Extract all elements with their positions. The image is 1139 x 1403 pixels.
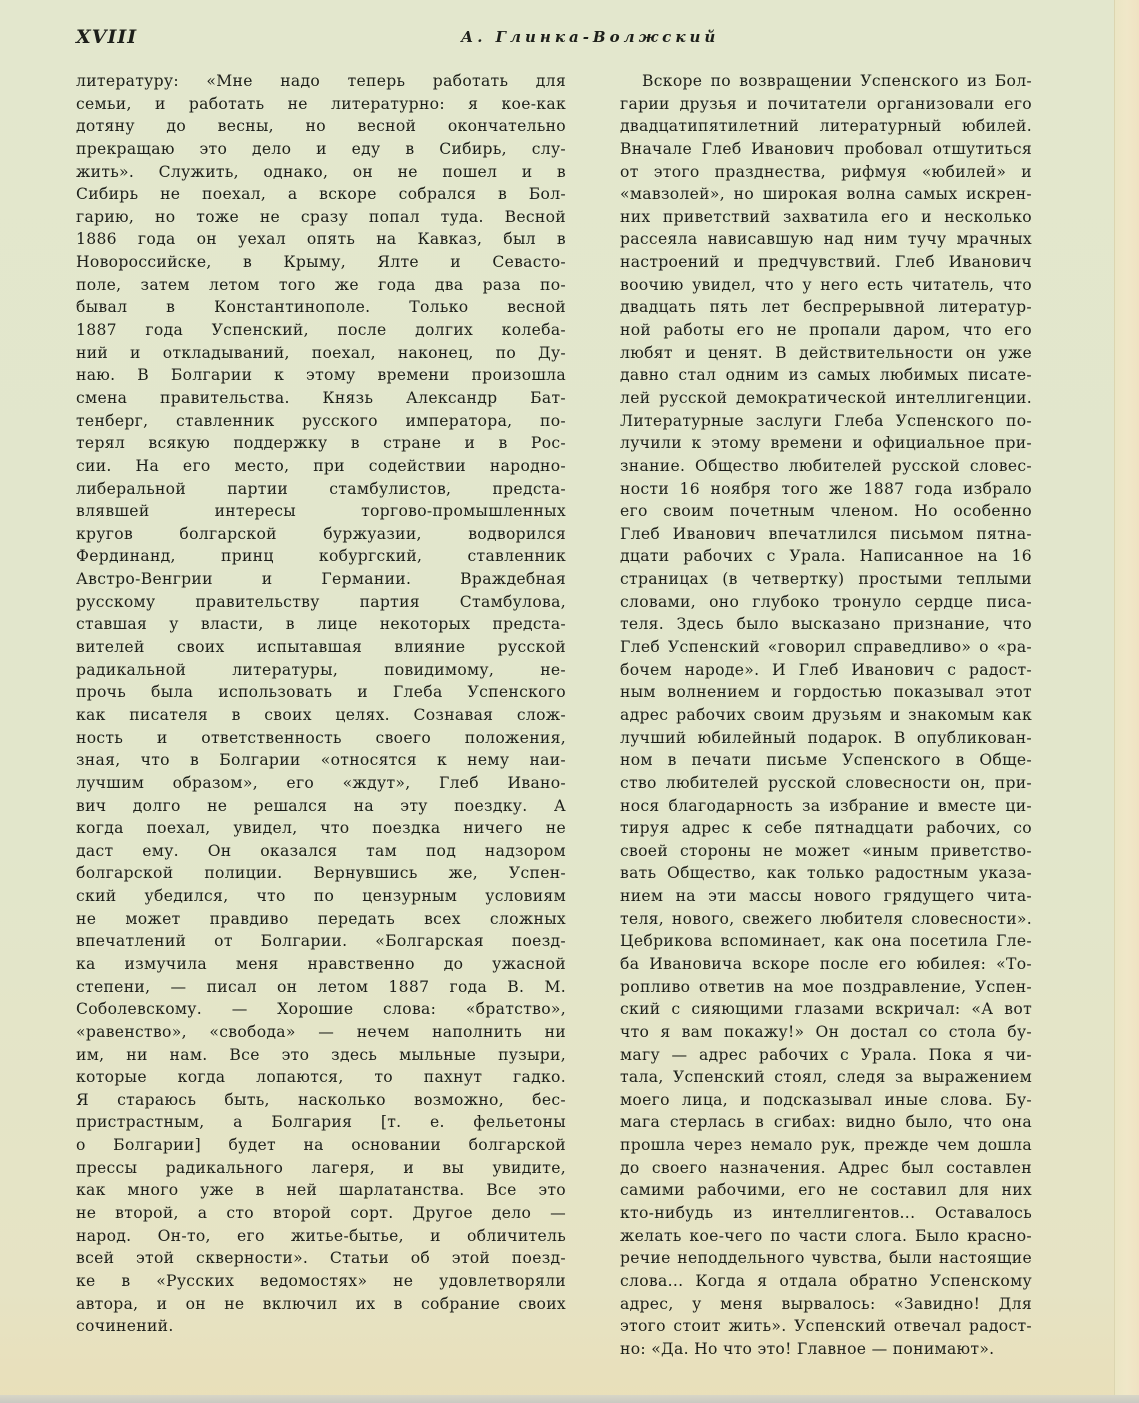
text-line: которые когда лопаются, то пахнут гадко. [76,1068,566,1087]
text-line: теля. Здесь было высказано признание, что [620,615,1032,634]
text-line: кругов болгарской буржуазии, водворился [76,524,566,543]
text-line: ский с сияющими глазами вскричал: «А вот [620,1000,1032,1019]
text-line: бывал в Константинополе. Только весной [76,298,566,317]
left-text-column [76,70,566,1338]
text-line: влявшей интересы торгово-промышленных [76,502,566,521]
text-line: вителей своих испытавшая влияние русской [76,638,566,657]
text-line: тируя адрес к себе пятнадцати рабочих, со [620,819,1032,838]
text-line: адрес, у меня вырвалось: «Завидно! Для [620,1294,1032,1313]
text-line: ном в печати письме Успенского в Обще- [620,751,1032,770]
text-line: слова... Когда я отдала обратно Успенскому [620,1271,1032,1290]
text-line: не может правдиво передать всех сложных [76,909,566,928]
text-line: Глеб Успенский «говорил справедливо» о «ра- [620,638,1032,657]
text-line: его своим почетным членом. Но особенно [620,502,1032,521]
text-line: впечатлений от Болгарии. «Болгарская поезд- [76,932,566,951]
text-line: всей этой скверности». Статьи об этой поезд- [76,1249,566,1268]
text-line: знание. Общество любителей русской словес- [620,456,1032,475]
text-line: давно стал одним из самых любимых писате- [620,366,1032,385]
text-line: настроений и предчувствий. Глеб Иванович [620,253,1032,272]
page-bottom-shadow [0,1395,1139,1403]
text-line: от этого празднества, рифмуя «юбилей» и [620,162,1032,181]
page-edge [1114,0,1139,1403]
page-header [76,26,1096,52]
text-line: Я стараюсь быть, насколько возможно, бес- [76,1090,566,1109]
text-line: наю. В Болгарии к этому времени произошла [76,366,566,385]
text-line: любят и ценят. В действительности он уже [620,343,1032,362]
text-line: литературу: «Мне надо теперь работать для [76,72,566,90]
text-line: бочем народе». И Глеб Иванович с радост- [620,660,1032,679]
text-line: сочинений. [76,1317,174,1336]
text-line: ным волнением и гордостью показывал этот [620,683,1032,702]
text-line: желать кое-чего по части слога. Было красно- [620,1226,1032,1245]
text-line: русскому правительству партия Стамбулова, [76,592,566,611]
text-line: Новороссийске, в Крыму, Ялте и Севасто- [76,253,566,272]
text-line: теля, нового, свежего любителя словесности». [620,909,1032,928]
text-line: радикальной литературы, повидимому, не- [76,660,566,679]
text-line: словами, оно глубоко тронуло сердце писа- [620,592,1032,611]
text-line: ности 16 ноября того же 1887 года избрало [620,479,1032,498]
text-line: степени, — писал он летом 1887 года В. М. [76,977,566,996]
text-line: болгарской полиции. Вернувшись же, Успен- [76,864,566,883]
text-line: прочь была использовать и Глеба Успенского [76,683,566,702]
text-line: тала, Успенский стоял, следя за выражением [620,1068,1032,1087]
text-line: до своего назначения. Адрес был составлен [620,1158,1032,1177]
text-line: Австро-Венгрии и Германии. Враждебная [76,570,566,589]
text-line: них приветствий захватила его и несколько [620,207,1032,226]
text-line: зная, что в Болгарии «относятся к нему наи- [76,751,566,770]
page-number: XVIII [76,26,138,48]
text-line: лучили к этому времени и официальное при- [620,434,1032,453]
text-line: Вначале Глеб Иванович пробовал отшутиться [620,139,1032,158]
text-line: поле, затем летом того же года два раза по- [76,275,566,294]
text-line: лей русской демократической интеллигенции. [620,388,1032,407]
text-line: но: «Да. Но что это! Главное — понимают». [620,1339,995,1358]
text-line: самими рабочими, его не составил для них [620,1181,1032,1200]
text-line: тенберг, ставленник русского императора, по- [76,411,566,430]
text-line: даст ему. Он оказался там под надзором [76,841,566,860]
text-line: речие неподдельного чувства, были настоящие [620,1249,1032,1268]
running-head: А. Глинка-Волжский [461,28,720,46]
text-line: прошла через немало рук, прежде чем дошла [620,1136,1032,1155]
text-line: семьи, и работать не литературно: я кое-как [76,94,566,113]
text-line: как писателя в своих целях. Сознавая слож- [76,705,566,724]
text-line: когда поехал, увидел, что поездка ничего не [76,819,566,838]
text-line: Соболевскому. — Хорошие слова: «братство», [76,1000,566,1019]
text-line: ропливо ответив на мое поздравление, Успен- [620,977,1032,996]
text-line: нося благодарность за избрание и вместе ци- [620,796,1032,815]
text-line: гарии друзья и почитатели организовали его [620,94,1032,113]
text-line: ний и откладываний, поехал, наконец, по Ду- [76,343,566,362]
text-line: ной работы его не пропали даром, что его [620,321,1032,340]
text-line: воочию увидел, что у него есть читатель, что [620,275,1032,294]
text-line: магу — адрес рабочих с Урала. Пока я чи- [620,1045,1032,1064]
text-line: прекращаю это дело и еду в Сибирь, слу- [76,139,566,158]
text-line: ке в «Русских ведомостях» не удовлетворяли [76,1271,566,1290]
text-line: ставшая у власти, в лице некоторых предста- [76,615,566,634]
text-line: 1887 года Успенский, после долгих колеба- [76,321,566,340]
text-line: «мавзолей», но широкая волна самых искрен- [620,185,1032,204]
text-line: Литературные заслуги Глеба Успенского по- [620,411,1032,430]
text-line: Вскоре по возвращении Успенского из Бол- [642,72,1032,90]
text-line: вать Общество, как только радостным указа- [620,864,1032,883]
text-line: рассеяла нависавшую над ним тучу мрачных [620,230,1032,249]
text-line: ность и ответственность своего положения, [76,728,566,747]
text-line: своей стороны не может «иным приветство- [620,841,1032,860]
right-text-column [620,70,1032,1361]
text-line: вич долго не решался на эту поездку. А [76,796,566,815]
text-line: народ. Он-то, его житье-бытье, и обличитель [76,1226,566,1245]
text-line: либеральной партии стамбулистов, предста- [76,479,566,498]
text-line: Сибирь не поехал, а вскоре собрался в Бол- [76,185,566,204]
text-line: Глеб Иванович впечатлился письмом пятна- [620,524,1032,543]
text-line: ский убедился, что по цензурным условиям [76,887,566,906]
text-line: моего лица, и подсказывал иные слова. Бу- [620,1090,1032,1109]
text-line: Цебрикова вспоминает, как она посетила Гле- [620,932,1032,951]
text-line: Фердинанд, принц кобургский, ставленник [76,547,566,566]
text-line: лучший юбилейный подарок. В опубликован- [620,728,1032,747]
text-line: страницах (в четвертку) простыми теплыми [620,570,1032,589]
text-line: ка измучила меня нравственно до ужасной [76,954,566,973]
text-line: кто-нибудь из интеллигентов... Оставалось [620,1204,1032,1223]
text-line: двадцать пять лет беспрерывной литератур- [620,298,1032,317]
text-line: как много уже в ней шарлатанства. Все это [76,1181,566,1200]
text-line: дцати рабочих с Урала. Написанное на 16 [620,547,1032,566]
text-line: этого стоит жить». Успенский отвечал радост- [620,1317,1032,1336]
text-line: гарию, но тоже не сразу попал туда. Весной [76,207,566,226]
text-line: пристрастным, а Болгария [т. е. фельетоны [76,1113,566,1132]
text-line: о Болгарии] будет на основании болгарской [76,1136,566,1155]
text-line: не второй, а сто второй сорт. Другое дело — [76,1204,566,1223]
text-line: смена правительства. Князь Александр Бат- [76,388,566,407]
text-line: 1886 года он уехал опять на Кавказ, был в [76,230,566,249]
text-line: нием на эти массы нового грядущего чита- [620,887,1032,906]
text-line: прессы радикального лагеря, и вы увидите, [76,1158,566,1177]
text-line: ба Ивановича вскоре после его юбилея: «То- [620,954,1032,973]
text-line: им, ни нам. Все это здесь мыльные пузыри, [76,1045,566,1064]
text-line: автора, и он не включил их в собрание своих [76,1294,566,1313]
text-line: дотяну до весны, но весной окончательно [76,117,566,136]
text-line: лучшим образом», его «ждут», Глеб Ивано- [76,773,566,792]
text-line: «равенство», «свобода» — нечем наполнить ни [76,1022,566,1041]
text-line: мага стерлась в сгибах: видно было, что она [620,1113,1032,1132]
text-line: что я вам покажу!» Он достал со стола бу- [620,1022,1032,1041]
text-line: жить». Служить, однако, он не пошел и в [76,162,566,181]
text-line: сии. На его место, при содействии народно- [76,456,566,475]
text-line: терял всякую поддержку в стране и в Рос- [76,434,566,453]
text-line: двадцатипятилетний литературный юбилей. [620,117,1032,136]
text-line: ство любителей русской словесности он, при- [620,773,1032,792]
text-line: адрес рабочих своим друзьям и знакомым как [620,705,1032,724]
